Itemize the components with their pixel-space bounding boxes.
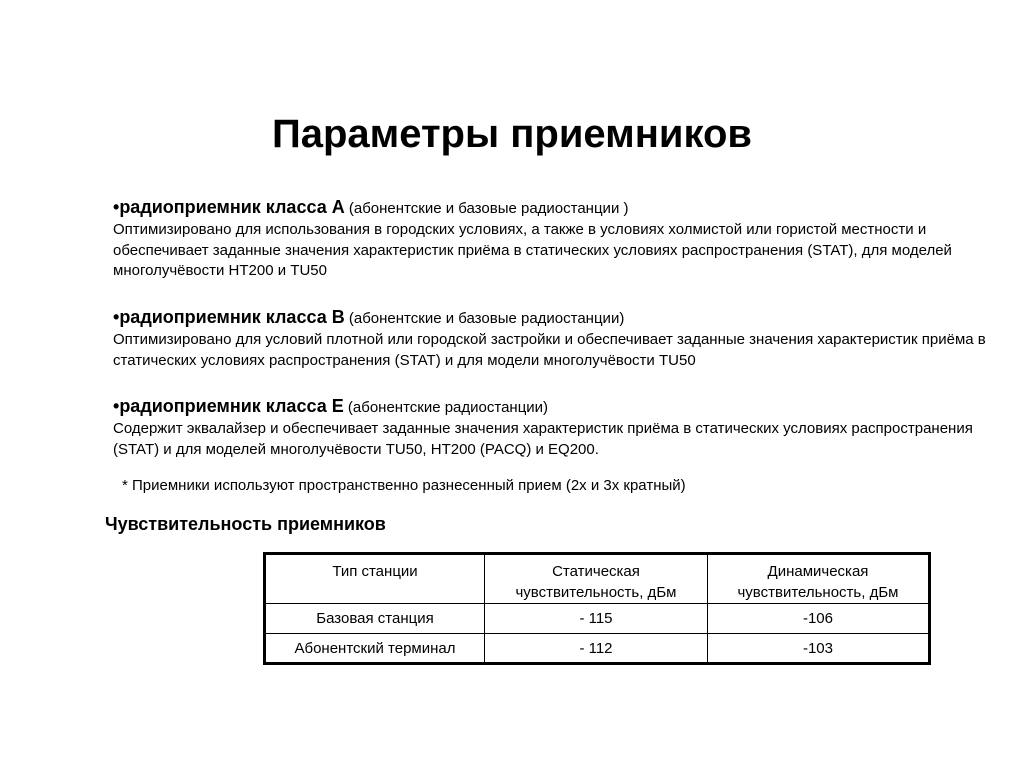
bullet-marker: • [113,197,120,217]
table-row [265,604,930,634]
receiver-class-description: Оптимизировано для использования в городских условиях, а также в условиях холмистой или гористой местности и обеспечивает заданные значения характеристик приёма в статических условиях распространения (STAT), для моделей многолучёвости HT200 и TU50 [113,221,952,279]
table-row [265,634,930,664]
receiver-class-description: Оптимизировано для условий плотной или городской застройки и обеспечивает заданные значения характеристик приёма в статических условиях распространения (STAT) и для модели многолучёвости TU50 [113,331,986,369]
receiver-class-qualifier: (абонентские и базовые радиостанции) [344,310,625,327]
receiver-class-label: радиоприемник класса E [119,396,344,416]
station-type-cell: Базовая станция [265,604,485,634]
receiver-class-qualifier: (абонентские радиостанции) [343,399,549,416]
receiver-class-b-section [113,306,993,371]
static-sensitivity-cell: - 112 [484,634,707,664]
receiver-class-qualifier: (абонентские и базовые радиостанции ) [344,200,629,217]
table-header-row [265,554,930,604]
dynamic-sensitivity-cell: -103 [707,634,929,664]
header-static-sensitivity: Статическая чувствительность, дБм [484,554,707,604]
bullet-marker: • [113,307,120,327]
header-station-type: Тип станции [265,554,485,604]
sensitivity-table-title: Чувствительность приемников [105,514,386,534]
receiver-class-b-heading [113,306,993,330]
sensitivity-table [263,552,931,665]
receiver-class-e-section [113,395,993,460]
dynamic-sensitivity-cell: -106 [707,604,929,634]
receiver-class-e-heading [113,395,993,419]
static-sensitivity-cell: - 115 [484,604,707,634]
receiver-class-label: радиоприемник класса B [119,307,345,327]
receiver-class-a-section [113,196,993,282]
receiver-class-label: радиоприемник класса А [119,197,345,217]
receiver-class-description: Содержит эквалайзер и обеспечивает заданные значения характеристик приёма в статических условиях распространения (STAT) и для моделей многолучёвости TU50, HT200 (PACQ) и EQ200. [113,420,973,458]
station-type-cell: Абонентский терминал [265,634,485,664]
header-dynamic-sensitivity: Динамическая чувствительность, дБм [707,554,929,604]
bullet-marker: • [113,396,120,416]
receiver-class-a-heading [113,196,993,220]
slide-title: Параметры приемников [271,112,753,156]
diversity-note: * Приемники используют пространственно разнесенный прием (2х и 3х кратный) [122,477,686,494]
